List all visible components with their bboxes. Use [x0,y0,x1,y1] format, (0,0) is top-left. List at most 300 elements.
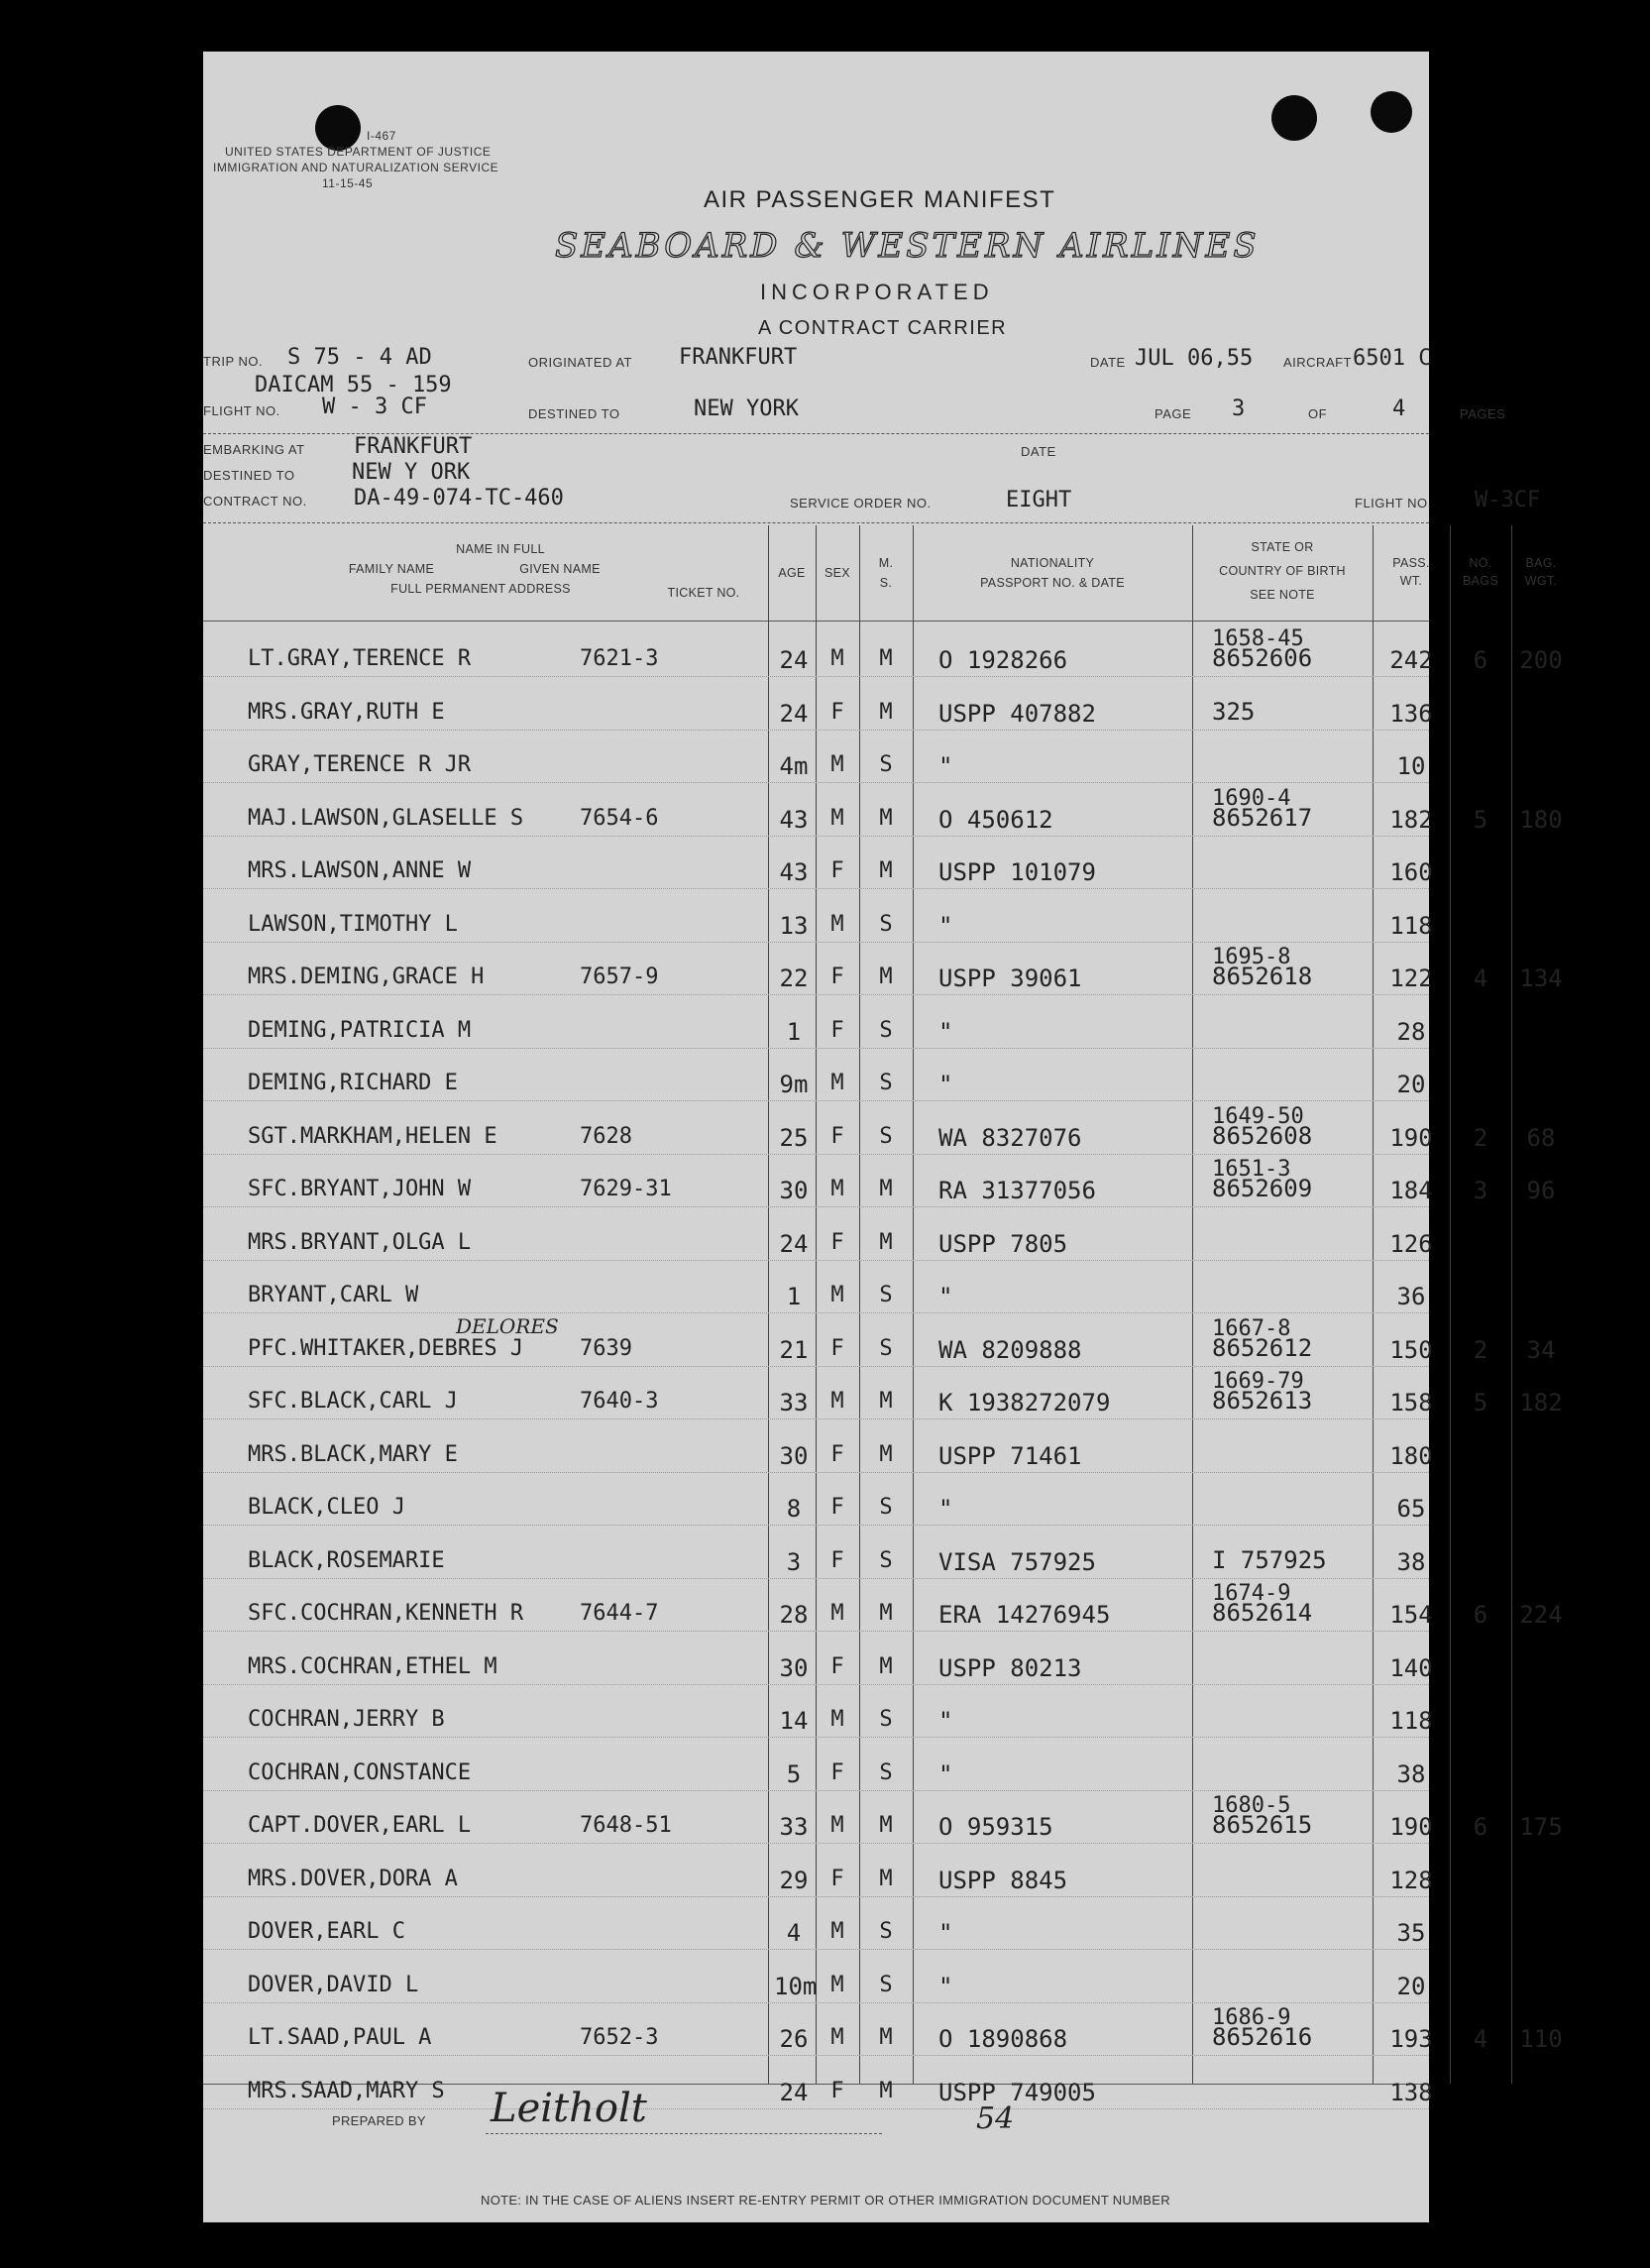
passport-cell: USPP 39061 [938,964,1082,992]
col-divider [1511,525,1512,2084]
pass-weight-cell: 154 [1389,1601,1433,1629]
originated-value: FRANKFURT [679,345,798,370]
age-cell: 13 [779,911,809,940]
birth-code-cell: 1649-50 [1212,1103,1304,1129]
passenger-name: MRS.BLACK,MARY E [248,1441,458,1467]
marital-status-cell: M [879,699,893,725]
bags-count-cell: 5 [1473,805,1488,834]
passenger-name: SFC.BLACK,CARL J [248,1389,458,1414]
passenger-name: SFC.COCHRAN,KENNETH R [248,1601,524,1626]
passenger-name: COCHRAN,JERRY B [248,1707,445,1732]
row-separator [203,1206,1429,1207]
passport-cell: USPP 407882 [938,699,1096,728]
marital-status-cell: M [879,858,893,883]
date-value: JUL 06,55 [1135,346,1254,371]
passport-cell: " [938,1919,953,1947]
col-divider [1192,525,1193,2084]
sex-cell: M [830,1813,844,1838]
row-separator [203,1578,1429,1579]
age-cell: 30 [779,1177,809,1204]
prepared-by-label: PREPARED BY [332,2113,426,2128]
birth-code-cell: 1686-9 [1212,2005,1291,2030]
date2-label: DATE [1021,444,1056,459]
age-cell: 43 [779,805,809,834]
destined2-value: NEW Y ORK [352,460,471,485]
aircraft-label: AIRCRAFT [1283,355,1352,370]
ticket-number: 7657-9 [580,964,659,989]
passport-cell: " [938,1283,953,1310]
age-cell: 30 [779,1653,809,1682]
passenger-name: DEMING,PATRICIA M [248,1017,472,1043]
passenger-name: MRS.SAAD,MARY S [248,2078,445,2103]
passport-cell: USPP 8845 [938,1866,1068,1894]
trip-no-label: TRIP NO. [203,354,264,369]
row-separator [203,1631,1429,1632]
sex-cell: F [830,1495,844,1520]
row-separator [203,1684,1429,1685]
incorporated-text: INCORPORATED [760,280,994,304]
passenger-name: MRS.DOVER,DORA A [248,1866,458,1891]
marital-status-cell: S [879,1071,893,1095]
embarking-value: FRANKFURT [354,434,473,459]
handwritten-count: 54 [976,2101,1015,2136]
age-cell: 1 [786,1283,802,1310]
passenger-name: CAPT.DOVER,EARL L [248,1813,472,1838]
sex-cell: M [830,1177,844,1201]
marital-status-cell: S [879,1017,893,1043]
pass-weight-cell: 160 [1389,858,1433,886]
row-separator [203,836,1429,837]
age-cell: 29 [779,1866,809,1894]
age-cell: 14 [779,1707,809,1735]
passenger-name: SGT.MARKHAM,HELEN E [248,1123,497,1149]
pass-weight-cell: 158 [1389,1389,1433,1417]
row-separator [203,994,1429,995]
passport-cell: VISA 757925 [938,1547,1096,1576]
sex-cell: M [830,646,844,671]
row-separator [203,1737,1429,1738]
age-cell: 9m [779,1071,809,1098]
marital-status-cell: S [879,1547,893,1573]
age-cell: 28 [779,1601,809,1629]
bags-count-cell: 4 [1473,2025,1488,2053]
header-name-in-full: NAME IN FULL [456,542,545,556]
row-separator [203,1843,1429,1844]
trip-no: S 75 - 4 AD [287,345,432,370]
country-of-birth-cell: 8652606 [1212,644,1313,672]
sex-cell: M [830,911,844,937]
ticket-number: 7652-3 [580,2025,659,2050]
header-bags-1: NO. [1469,556,1492,570]
passport-cell: " [938,1972,953,2000]
ticket-number: 7621-3 [580,646,659,671]
header-passport: PASSPORT NO. & DATE [980,576,1125,590]
flight-no-label: FLIGHT NO. [203,403,280,418]
pass-weight-cell: 242 [1389,646,1433,674]
row-separator [203,1366,1429,1367]
row-separator [203,942,1429,943]
pass-weight-cell: 20 [1396,1071,1426,1098]
sex-cell: F [830,1441,844,1467]
birth-code-cell: 1651-3 [1212,1157,1291,1182]
sex-cell: F [830,1335,844,1361]
marital-status-cell: S [879,1495,893,1520]
sex-cell: M [830,1972,844,1997]
bag-weight-cell: 68 [1526,1123,1556,1152]
passenger-name: DOVER,EARL C [248,1919,405,1944]
age-cell: 26 [779,2025,809,2053]
date-label: DATE [1090,355,1126,370]
sex-cell: M [830,752,844,777]
sex-cell: F [830,964,844,989]
marital-status-cell: M [879,1601,893,1626]
country-of-birth-cell: 8652613 [1212,1387,1313,1415]
pass-weight-cell: 65 [1396,1495,1426,1523]
marital-status-cell: M [879,964,893,989]
bag-weight-cell: 96 [1526,1177,1556,1204]
pass-weight-cell: 10 [1396,752,1426,780]
marital-status-cell: M [879,1389,893,1414]
pass-weight-cell: 190 [1389,1123,1433,1152]
passenger-name: DOVER,DAVID L [248,1972,419,1997]
bags-count-cell: 2 [1473,1123,1488,1152]
birth-code-cell: 1658-45 [1212,626,1304,651]
punch-hole [1371,91,1412,133]
passenger-name: COCHRAN,CONSTANCE [248,1759,472,1785]
destined-value: NEW YORK [694,397,799,421]
flight-no: W - 3 CF [322,395,427,419]
sex-cell: M [830,1071,844,1095]
trip-no-secondary: DAICAM 55 - 159 [255,373,452,397]
passport-cell: USPP 71461 [938,1441,1082,1470]
pass-weight-cell: 182 [1389,805,1433,834]
originated-label: ORIGINATED AT [528,355,632,370]
passport-cell: O 1890868 [938,2025,1068,2053]
passport-cell: " [938,752,953,780]
pass-weight-cell: 180 [1389,1441,1433,1470]
pass-weight-cell: 20 [1396,1972,1426,2000]
header-bags-2: BAGS [1463,574,1498,588]
passenger-name: MRS.DEMING,GRACE H [248,964,485,989]
bags-count-cell: 6 [1473,646,1488,674]
sex-cell: F [830,1123,844,1149]
marital-status-cell: M [879,805,893,831]
age-cell: 1 [786,1017,802,1046]
passenger-name: PFC.WHITAKER,DEBRES J [248,1335,524,1361]
sex-cell: M [830,1919,844,1944]
passenger-name: SFC.BRYANT,JOHN W [248,1177,472,1201]
header-see-note: SEE NOTE [1250,588,1315,602]
header-sex: SEX [825,566,850,580]
page-value: 3 [1232,397,1246,421]
bags-count-cell: 2 [1473,1335,1488,1364]
passport-cell: WA 8327076 [938,1123,1082,1152]
ticket-number: 7654-6 [580,805,659,831]
aircraft-value: 6501 C [1353,346,1432,371]
country-of-birth-cell: 8652615 [1212,1811,1313,1839]
passport-cell: " [938,1017,953,1046]
age-cell: 24 [779,699,809,728]
marital-status-cell: M [879,1866,893,1891]
marital-status-cell: S [879,1759,893,1785]
pass-weight-cell: 118 [1389,911,1433,940]
age-cell: 8 [786,1495,802,1523]
passport-cell: O 959315 [938,1813,1053,1841]
sex-cell: M [830,1601,844,1626]
bags-count-cell: 6 [1473,1601,1488,1629]
age-cell: 24 [779,2078,809,2106]
passport-cell: USPP 101079 [938,858,1096,886]
punch-hole [1271,95,1317,141]
passenger-name: MRS.BRYANT,OLGA L [248,1229,472,1255]
passport-cell: USPP 80213 [938,1653,1082,1682]
header-ms-m: M. [878,556,894,570]
form-date: 11-15-45 [322,176,374,190]
passenger-name: MRS.LAWSON,ANNE W [248,858,472,883]
country-of-birth-cell: 8652609 [1212,1175,1313,1202]
embarking-label: EMBARKING AT [203,442,305,457]
pages-label: PAGES [1460,406,1506,421]
bag-weight-cell: 200 [1519,646,1563,674]
pass-weight-cell: 184 [1389,1177,1433,1204]
header-address: FULL PERMANENT ADDRESS [390,582,571,596]
header-state: STATE OR [1251,540,1314,554]
row-separator [203,1896,1429,1897]
header-ms-s: S. [879,576,893,590]
pass-weight-cell: 35 [1396,1919,1426,1947]
row-separator [203,1100,1429,1101]
pass-weight-cell: 138 [1389,2078,1433,2106]
of-value: 4 [1392,397,1406,421]
passport-cell: WA 8209888 [938,1335,1082,1364]
country-of-birth-cell: I 757925 [1212,1545,1327,1574]
age-cell: 24 [779,646,809,674]
pass-weight-cell: 136 [1389,699,1433,728]
age-cell: 24 [779,1229,809,1258]
country-of-birth-cell: 8652617 [1212,803,1313,832]
bags-count-cell: 3 [1473,1177,1488,1204]
passport-cell: RA 31377056 [938,1177,1096,1204]
destined2-label: DESTINED TO [203,468,295,483]
row-separator [203,2055,1429,2056]
flight2-label: FLIGHT NO. [1355,496,1432,510]
airline-name: SEABOARD & WESTERN AIRLINES [555,226,1260,266]
row-separator [203,1048,1429,1049]
passport-cell: K 1938272079 [938,1389,1111,1417]
row-separator [203,2002,1429,2003]
passenger-name: MAJ.LAWSON,GLASELLE S [248,805,524,831]
country-of-birth-cell: 8652612 [1212,1333,1313,1362]
sex-cell: M [830,1707,844,1732]
ticket-number: 7648-51 [580,1813,672,1838]
pass-weight-cell: 128 [1389,1866,1433,1894]
age-cell: 33 [779,1389,809,1417]
age-cell: 4m [779,752,809,780]
header-age: AGE [778,566,806,580]
sex-cell: F [830,699,844,725]
sex-cell: F [830,1547,844,1573]
bag-weight-cell: 224 [1519,1601,1563,1629]
sex-cell: F [830,1866,844,1891]
header-given-name: GIVEN NAME [519,562,601,576]
marital-status-cell: M [879,1813,893,1838]
age-cell: 43 [779,858,809,886]
pass-weight-cell: 28 [1396,1017,1426,1046]
contract-value: DA-49-074-TC-460 [354,486,564,510]
pass-weight-cell: 140 [1389,1653,1433,1682]
destined-label: DESTINED TO [528,406,620,421]
form-number: I-467 [367,129,396,143]
pass-weight-cell: 122 [1389,964,1433,992]
sex-cell: F [830,1017,844,1043]
bag-weight-cell: 175 [1519,1813,1563,1841]
passport-cell: O 450612 [938,805,1053,834]
row-separator [203,1260,1429,1261]
age-cell: 4 [786,1919,802,1947]
ticket-number: 7644-7 [580,1601,659,1626]
birth-code-cell: 1695-8 [1212,945,1291,969]
row-separator [203,782,1429,783]
marital-status-cell: M [879,2078,893,2103]
birth-code-cell: 1680-5 [1212,1793,1291,1818]
passenger-name: LT.SAAD,PAUL A [248,2025,432,2050]
of-label: OF [1308,406,1328,421]
passport-cell: " [938,1495,953,1523]
pass-weight-cell: 126 [1389,1229,1433,1258]
birth-code-cell: 1690-4 [1212,785,1291,811]
marital-status-cell: S [879,1707,893,1732]
pass-weight-cell: 38 [1396,1759,1426,1788]
service-order-label: SERVICE ORDER NO. [790,496,932,510]
pass-weight-cell: 118 [1389,1707,1433,1735]
marital-status-cell: M [879,646,893,671]
sex-cell: M [830,2025,844,2050]
pass-weight-cell: 150 [1389,1335,1433,1364]
pass-weight-cell: 38 [1396,1547,1426,1576]
passenger-name: LT.GRAY,TERENCE R [248,646,472,671]
marital-status-cell: S [879,752,893,777]
sex-cell: F [830,2078,844,2103]
sex-cell: M [830,805,844,831]
bags-count-cell: 6 [1473,1813,1488,1841]
row-separator [203,1418,1429,1419]
passenger-name: DEMING,RICHARD E [248,1071,458,1095]
contract-label: CONTRACT NO. [203,494,307,509]
bags-count-cell: 4 [1473,964,1488,992]
country-of-birth-cell: 8652618 [1212,963,1313,990]
ticket-number: 7640-3 [580,1389,659,1414]
passenger-name: LAWSON,TIMOTHY L [248,911,458,937]
service-order-value: EIGHT [1006,488,1072,512]
bag-weight-cell: 180 [1519,805,1563,834]
marital-status-cell: M [879,1229,893,1255]
bag-weight-cell: 182 [1519,1389,1563,1417]
bag-weight-cell: 34 [1526,1335,1556,1364]
department-line: UNITED STATES DEPARTMENT OF JUSTICE [225,145,492,159]
marital-status-cell: S [879,1972,893,1997]
passport-cell: " [938,1071,953,1098]
birth-code-cell: 1669-79 [1212,1369,1304,1394]
row-separator [203,1949,1429,1950]
signature-line [486,2133,882,2134]
sex-cell: M [830,1283,844,1307]
manifest-sheet [203,52,1563,2222]
age-cell: 33 [779,1813,809,1841]
header-family-name: FAMILY NAME [348,562,435,576]
passenger-name: BLACK,CLEO J [248,1495,405,1520]
marital-status-cell: S [879,1283,893,1307]
country-of-birth-cell: 325 [1212,697,1256,726]
header-nationality: NATIONALITY [1010,556,1095,570]
manifest-title: AIR PASSENGER MANIFEST [704,186,1056,213]
country-of-birth-cell: 8652616 [1212,2023,1313,2051]
age-cell: 5 [786,1759,802,1788]
handwritten-correction: DELORES [456,1313,559,1338]
passport-cell: " [938,1707,953,1735]
birth-code-cell: 1674-9 [1212,1581,1291,1606]
sex-cell: F [830,858,844,883]
passport-cell: USPP 7805 [938,1229,1068,1258]
header-ticket-no: TICKET NO. [667,586,740,600]
passenger-name: GRAY,TERENCE R JR [248,752,472,777]
marital-status-cell: S [879,911,893,937]
signature: Leitholt [491,2086,647,2131]
passport-cell: " [938,911,953,940]
contract-carrier-text: A CONTRACT CARRIER [758,317,1008,339]
flight2-value: W-3CF [1475,488,1541,512]
passenger-name: MRS.GRAY,RUTH E [248,699,445,725]
row-separator [203,1472,1429,1473]
passport-cell: ERA 14276945 [938,1601,1111,1629]
pass-weight-cell: 36 [1396,1283,1426,1310]
row-separator [203,676,1429,677]
ticket-number: 7639 [580,1335,632,1361]
age-cell: 25 [779,1123,809,1152]
passenger-name: BRYANT,CARL W [248,1283,419,1307]
marital-status-cell: M [879,2025,893,2050]
pass-weight-cell: 193 [1389,2025,1433,2053]
age-cell: 30 [779,1441,809,1470]
sex-cell: F [830,1653,844,1679]
aliens-note: NOTE: IN THE CASE OF ALIENS INSERT RE-ENTRY PERMIT OR OTHER IMMIGRATION DOCUMENT NUMBER [481,2193,1170,2208]
age-cell: 3 [786,1547,802,1576]
marital-status-cell: S [879,1123,893,1149]
bag-weight-cell: 134 [1519,964,1563,992]
col-divider [913,525,914,2084]
row-separator [203,1525,1429,1526]
table-top-border [203,522,1429,523]
sex-cell: F [830,1229,844,1255]
row-separator [203,2108,1429,2109]
col-divider [1450,525,1451,2084]
page-label: PAGE [1155,406,1192,421]
row-separator [203,1154,1429,1155]
row-separator [203,730,1429,731]
header-country-of-birth: COUNTRY OF BIRTH [1219,564,1346,578]
marital-status-cell: M [879,1177,893,1201]
header-bag-wgt-1: BAG. [1525,556,1557,570]
row-separator [203,1790,1429,1791]
header-pass-wt-1: PASS. [1392,556,1430,570]
age-cell: 10m [774,1972,818,2000]
bags-count-cell: 5 [1473,1389,1488,1417]
row-separator [203,1312,1429,1313]
age-cell: 22 [779,964,809,992]
bag-weight-cell: 110 [1519,2025,1563,2053]
age-cell: 21 [779,1335,809,1364]
passport-cell: " [938,1759,953,1788]
country-of-birth-cell: 8652608 [1212,1121,1313,1150]
